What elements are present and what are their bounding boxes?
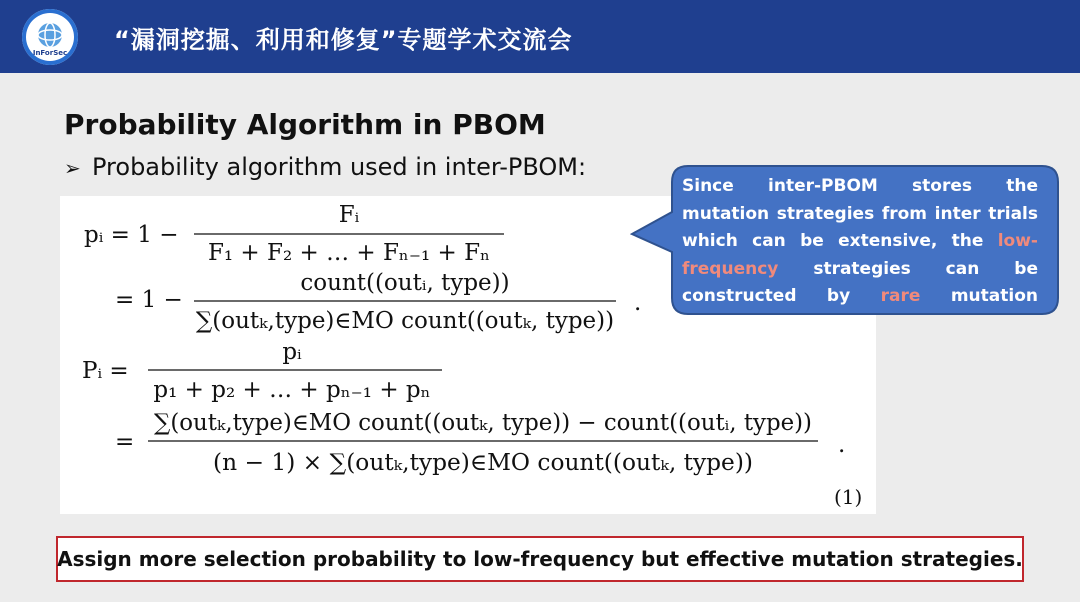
eq3-lhs: Pᵢ = [82, 358, 129, 384]
eq2-period: . [634, 290, 642, 316]
eq4-denominator: (n − 1) × ∑(outₖ,type)∈MO count((outₖ, type)) [213, 450, 753, 476]
eq4-lhs: = [115, 429, 135, 455]
conclusion-box [56, 536, 1024, 582]
eq4-period: . [838, 432, 846, 458]
eq2-lhs: = 1 − [115, 287, 183, 313]
bullet-text: Probability algorithm used in inter-PBOM: [92, 153, 587, 181]
eq1-numerator: Fᵢ [338, 202, 360, 228]
globe-icon [26, 13, 74, 61]
arrow-bullet-icon: ➢ [64, 156, 81, 180]
header-bar [0, 0, 1080, 73]
conclusion-text: Assign more selection probability to low-frequency but effective mutation strategies. [57, 547, 1023, 571]
eq2-numerator: count((outᵢ, type)) [300, 270, 510, 296]
eq4-numerator: ∑(outₖ,type)∈MO count((outₖ, type)) − count((outᵢ, type)) [154, 410, 812, 436]
logo-text: InForSec [32, 49, 68, 57]
eq3-numerator: pᵢ [282, 339, 302, 365]
callout-text-part1: Since inter-PBOM stores the mutation strategies from inter trials which can be extensive, the [682, 176, 1038, 251]
eq2-denominator: ∑(outₖ,type)∈MO count((outₖ, type)) [195, 308, 615, 334]
callout-text [682, 173, 1038, 338]
eq1-lhs: pᵢ = 1 − [84, 222, 179, 248]
callout-highlight-low-frequency: low-frequency [682, 231, 1038, 279]
header-title: “漏洞挖掘、利用和修复”专题学术交流会 [114, 26, 573, 54]
equation-number: (1) [834, 485, 863, 509]
slide-title: Probability Algorithm in PBOM [64, 108, 546, 141]
callout-highlight-rare: rare [880, 286, 921, 306]
bullet-item [64, 153, 586, 181]
callout-text-part2: strategies can be constructed by [682, 258, 1038, 306]
eq1-denominator: F₁ + F₂ + … + Fₙ₋₁ + Fₙ [207, 240, 491, 266]
eq3-denominator: p₁ + p₂ + … + pₙ₋₁ + pₙ [153, 377, 431, 403]
callout-text-part3: mutation operators. [682, 286, 1038, 334]
inforsec-logo [22, 9, 78, 65]
